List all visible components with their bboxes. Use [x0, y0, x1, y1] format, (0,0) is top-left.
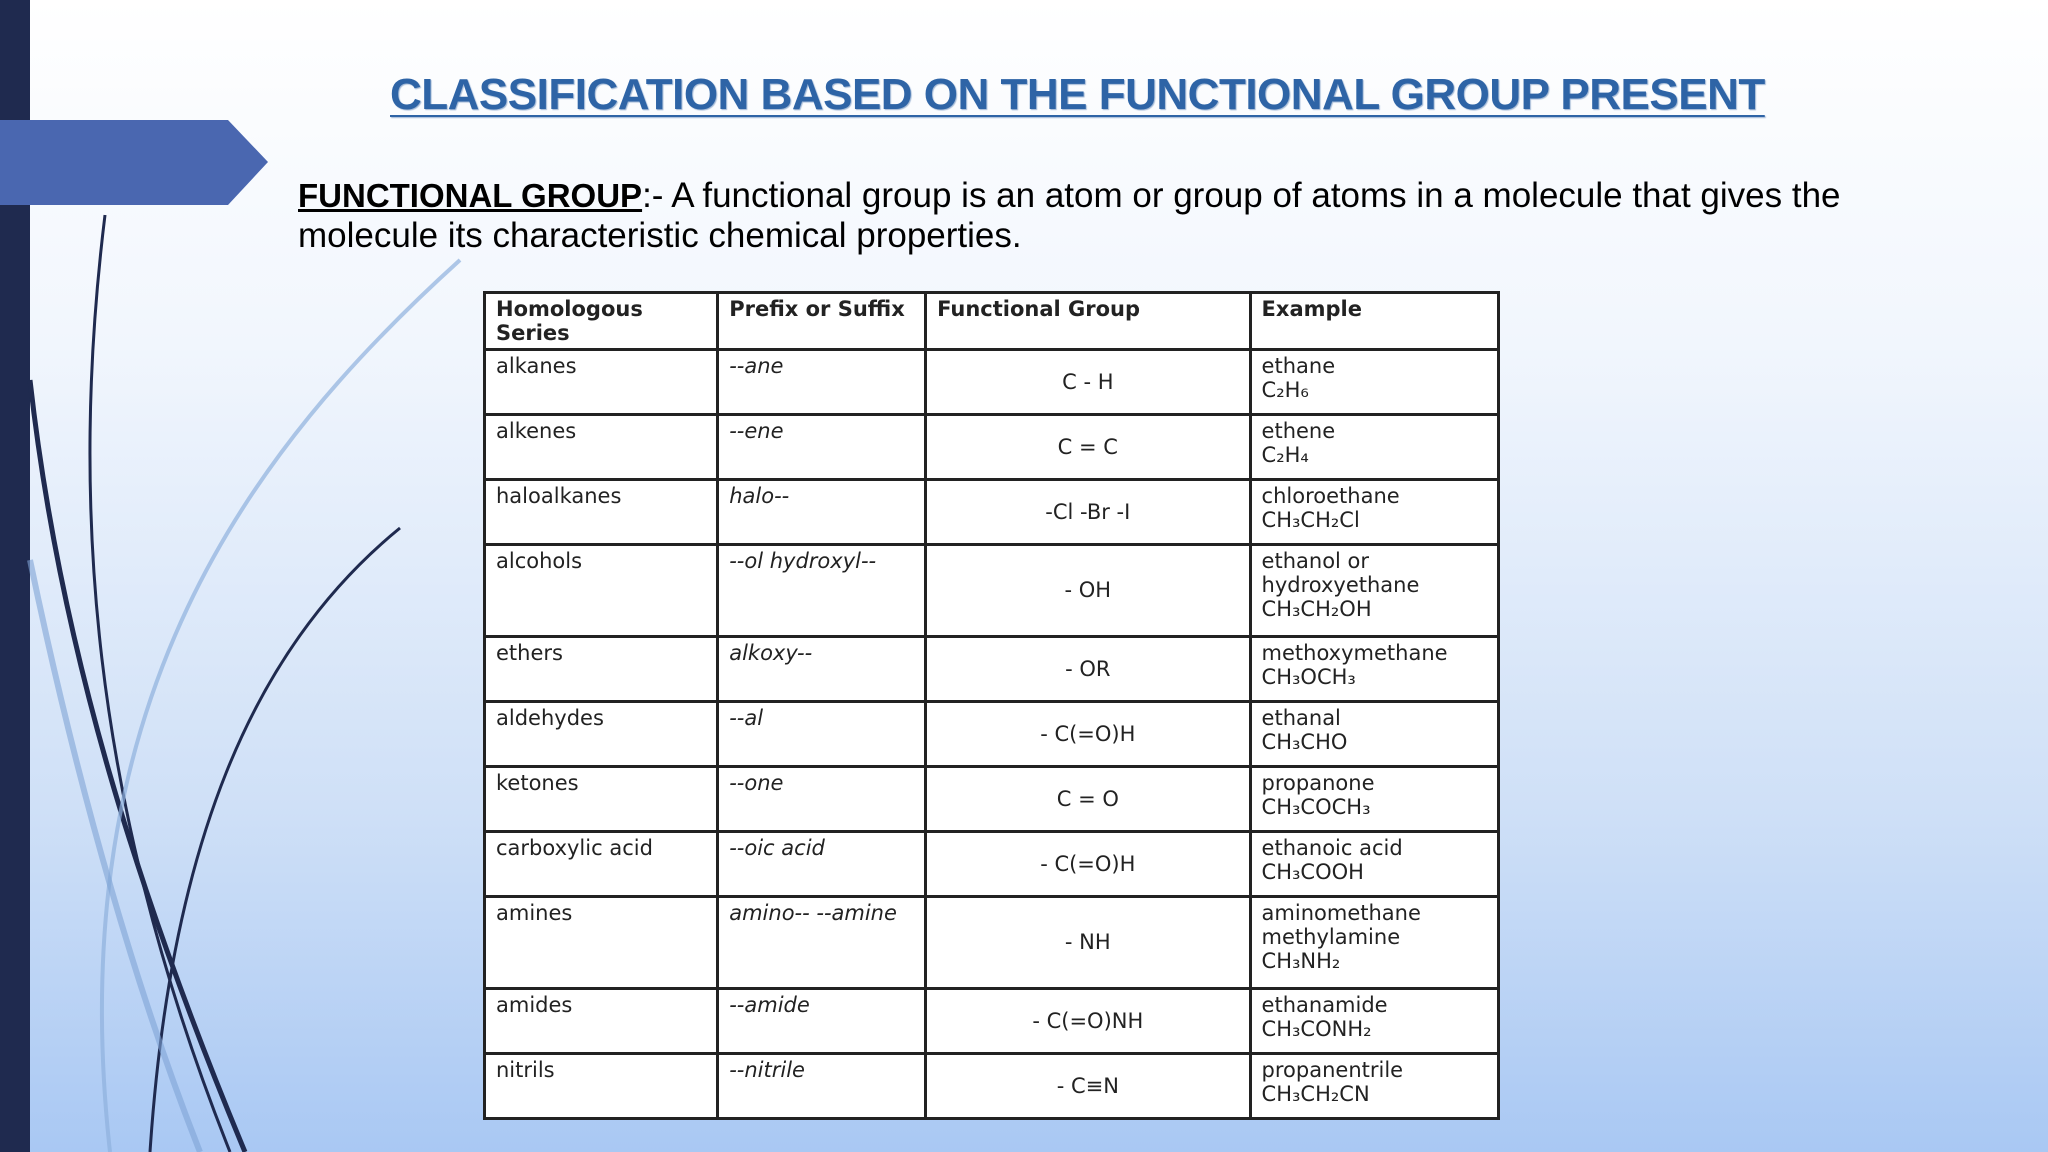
group-cell: - C(=O)H: [926, 831, 1250, 896]
group-cell: C = O: [926, 766, 1250, 831]
example-cell: [1250, 479, 1498, 544]
header-prefix-suffix: Prefix or Suffix: [718, 293, 926, 350]
prefix-cell: --ol hydroxyl--: [718, 544, 926, 636]
example-name: ethanal: [1261, 706, 1341, 731]
prefix-cell: --oic acid: [718, 831, 926, 896]
table-row: [485, 544, 1499, 636]
group-cell: - OH: [926, 544, 1250, 636]
group-cell: - C(=O)NH: [926, 989, 1250, 1054]
table-row: [485, 479, 1499, 544]
example-formula: CH₃COCH₃: [1261, 794, 1371, 819]
table-row: [485, 414, 1499, 479]
prefix-cell: --al: [718, 702, 926, 767]
series-cell: nitrils: [485, 1054, 718, 1119]
header-homologous-series: Homologous Series: [485, 293, 718, 350]
table-row: [485, 896, 1499, 988]
example-formula: CH₃NH₂: [1261, 948, 1341, 973]
example-formula: C₂H₆: [1261, 378, 1309, 402]
prefix-cell: --nitrile: [718, 1054, 926, 1119]
prefix-cell: --one: [718, 766, 926, 831]
prefix-cell: --ane: [718, 350, 926, 415]
example-name: propanone: [1261, 770, 1375, 795]
example-name: ethanol or hydroxyethane: [1261, 548, 1420, 597]
header-example: Example: [1250, 293, 1498, 350]
series-cell: aldehydes: [485, 702, 718, 767]
series-cell: amines: [485, 896, 718, 988]
table-row: [485, 1054, 1499, 1119]
definition-text: :- A functional group is an atom or group of atoms in a molecule that gives the molecule its characteristic chemical properties.: [298, 176, 1841, 255]
prefix-cell: --ene: [718, 414, 926, 479]
definition-term: FUNCTIONAL GROUP: [298, 177, 643, 214]
example-name: ethene: [1261, 418, 1336, 443]
example-formula: CH₃CH₂Cl: [1261, 507, 1360, 532]
table-row: [485, 702, 1499, 767]
group-cell: C - H: [926, 350, 1250, 415]
series-cell: carboxylic acid: [485, 831, 718, 896]
example-name: propanentrile: [1261, 1058, 1404, 1083]
example-cell: [1250, 989, 1498, 1054]
example-formula: CH₃CH₂OH: [1261, 596, 1372, 621]
group-cell: - C(=O)H: [926, 702, 1250, 767]
example-cell: [1250, 1054, 1498, 1119]
example-cell: [1250, 766, 1498, 831]
group-cell: C = C: [926, 414, 1250, 479]
example-cell: [1250, 414, 1498, 479]
example-formula: CH₃OCH₃: [1261, 665, 1356, 690]
example-cell: [1250, 350, 1498, 415]
example-cell: [1250, 896, 1498, 988]
series-cell: ethers: [485, 637, 718, 702]
example-formula: CH₃CONH₂: [1261, 1017, 1372, 1042]
example-name: aminomethane methylamine: [1261, 900, 1421, 949]
example-formula: CH₃CH₂CN: [1261, 1082, 1370, 1107]
series-cell: amides: [485, 989, 718, 1054]
series-cell: alkanes: [485, 350, 718, 415]
functional-group-table-image: [483, 291, 1500, 1120]
example-name: chloroethane: [1261, 483, 1400, 508]
example-cell: [1250, 637, 1498, 702]
example-cell: [1250, 702, 1498, 767]
prefix-cell: halo--: [718, 479, 926, 544]
series-cell: alkenes: [485, 414, 718, 479]
series-cell: ketones: [485, 766, 718, 831]
example-formula: CH₃COOH: [1261, 859, 1364, 884]
example-name: methoxymethane: [1261, 641, 1448, 666]
series-cell: alcohols: [485, 544, 718, 636]
table-row: [485, 350, 1499, 415]
decorative-arrow-shape: [0, 120, 268, 205]
group-cell: - OR: [926, 637, 1250, 702]
example-cell: [1250, 831, 1498, 896]
example-formula: C₂H₄: [1261, 442, 1309, 467]
slide-title: CLASSIFICATION BASED ON THE FUNCTIONAL GROUP PRESENT: [390, 70, 1765, 119]
prefix-cell: amino-- --amine: [718, 896, 926, 988]
group-cell: - NH: [926, 896, 1250, 988]
example-name: ethanoic acid: [1261, 835, 1403, 860]
table-row: [485, 989, 1499, 1054]
example-formula: CH₃CHO: [1261, 730, 1348, 755]
example-cell: [1250, 544, 1498, 636]
definition-paragraph: [298, 176, 1918, 256]
table-row: [485, 831, 1499, 896]
group-cell: - C≡N: [926, 1054, 1250, 1119]
functional-group-table: [483, 291, 1500, 1120]
example-name: ethanamide: [1261, 993, 1388, 1018]
group-cell: -Cl -Br -I: [926, 479, 1250, 544]
table-row: [485, 766, 1499, 831]
table-row: [485, 637, 1499, 702]
prefix-cell: alkoxy--: [718, 637, 926, 702]
series-cell: haloalkanes: [485, 479, 718, 544]
prefix-cell: --amide: [718, 989, 926, 1054]
example-name: ethane: [1261, 354, 1336, 378]
header-functional-group: Functional Group: [926, 293, 1250, 350]
